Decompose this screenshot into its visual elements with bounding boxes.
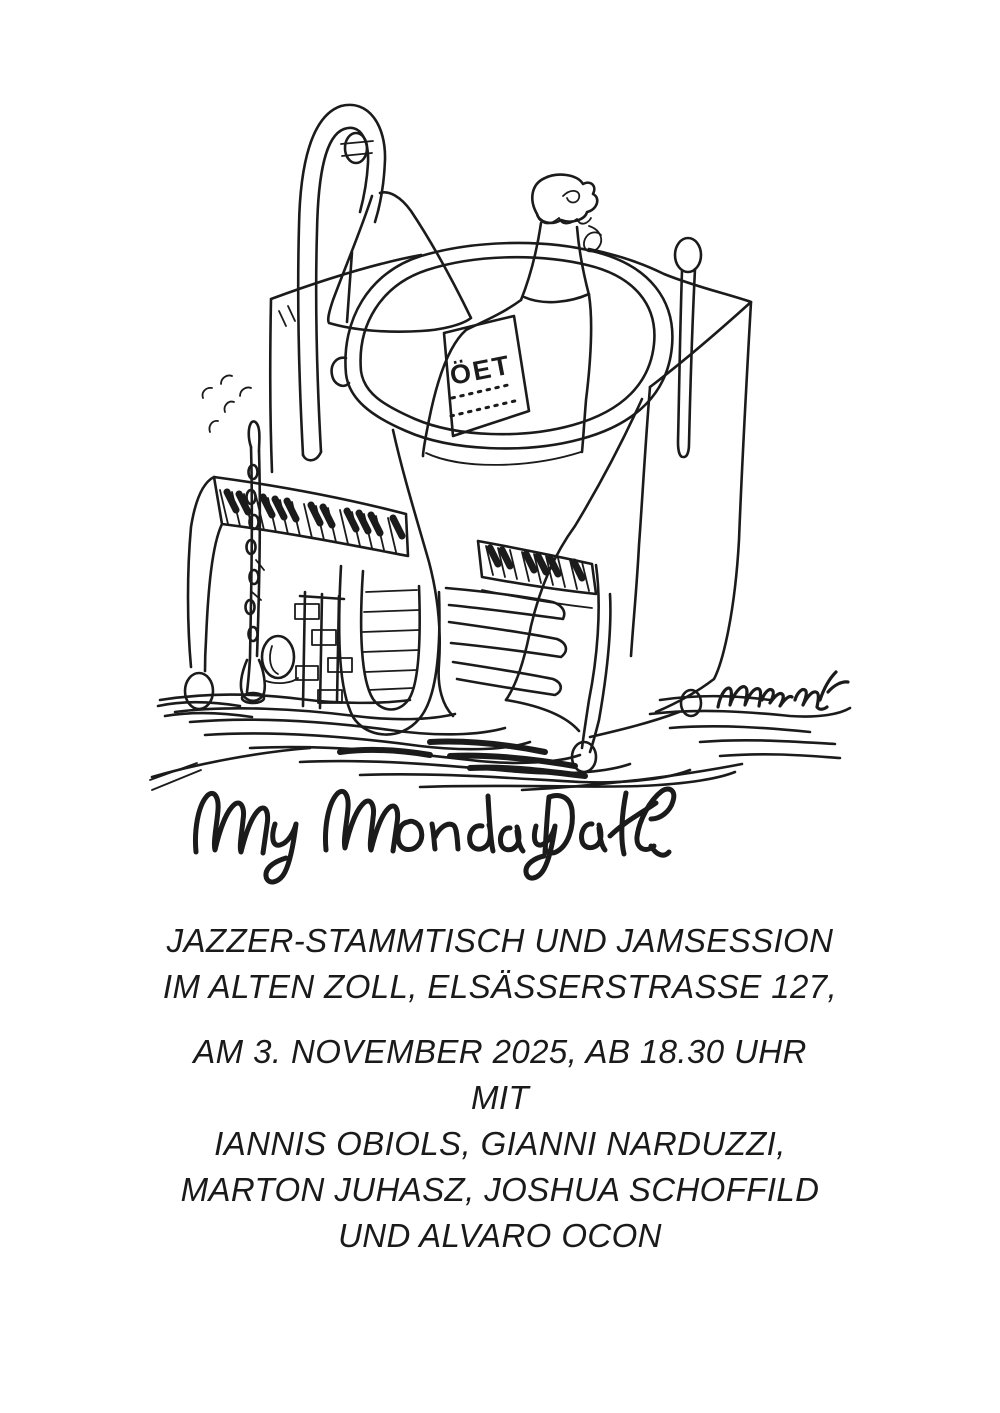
event-line-musicians-3: UND ALVARO OCON [338,1217,662,1254]
floor-shadows [150,695,850,790]
event-location-block [0,918,1000,1010]
event-details-block [0,1029,1000,1259]
tuba-mouthpipe [262,636,294,678]
clarinet [203,375,265,703]
champagne-bottle [423,175,601,465]
handwritten-title [195,789,673,882]
tuba-water-key [345,133,367,163]
bottle-label-text: ÖET [447,349,514,391]
event-line-musicians-2: MARTON JUHASZ, JOSHUA SCHOFFILD [180,1171,820,1208]
event-text-block [0,918,1000,1259]
tuba [262,105,672,735]
event-line-mit: MIT [470,1079,529,1116]
sound-flecks [203,375,251,432]
event-line-musicians-1: IANNIS OBIOLS, GIANNI NARDUZZI, [214,1125,786,1162]
event-line-date-time: AM 3. NOVEMBER 2025, AB 18.30 UHR [193,1033,807,1070]
signature [718,672,848,709]
event-line-address: IM ALTEN ZOLL, ELSÄSSERSTRASSE 127, [162,968,838,1005]
event-line-session: JAZZER-STAMMTISCH UND JAMSESSION [166,922,834,959]
